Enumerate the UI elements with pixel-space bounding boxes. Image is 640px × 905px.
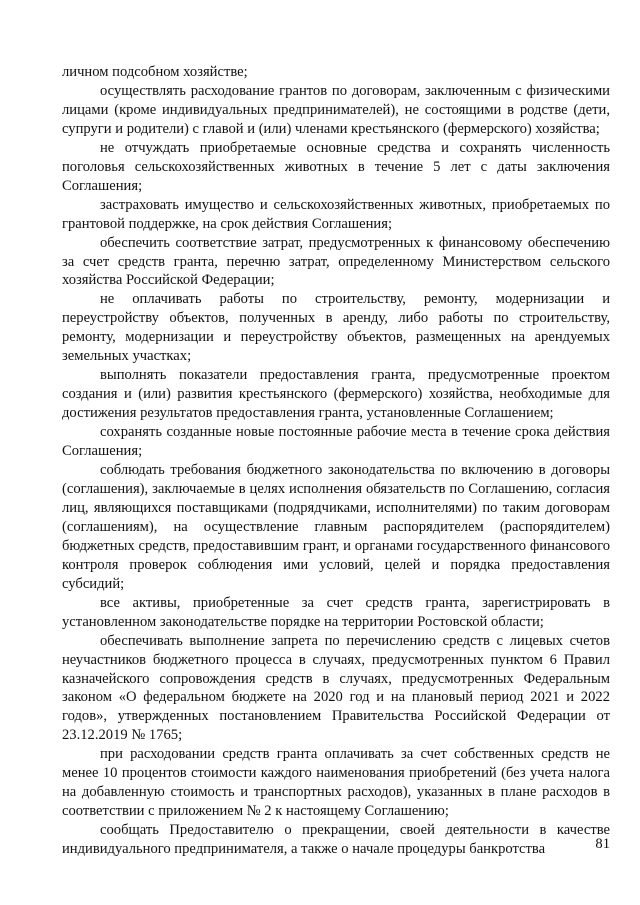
paragraph: личном подсобном хозяйстве; [62, 64, 248, 80]
paragraph: обеспечить соответствие затрат, предусмотренных к финансовому обеспечению за счет средств гранта, перечню затрат, определенному Министерством сельского хозяйства Российской Федерации; [62, 234, 610, 289]
paragraph: сообщать Предоставителю о прекращении, своей деятельности в качестве индивидуального предпринимателя, а также о начале процедуры банкротства [62, 822, 610, 858]
paragraph: обеспечивать выполнение запрета по перечислению средств с лицевых счетов неучастников бюджетного процесса в случаях, предусмотренных пунктом 6 Правил казначейского сопровождения средств в случаях, предусмотренных Федеральным законом «О федеральном бюджете на 2020 год и на плановый период 2021 и 2022 годов», утвержденных постановлением Правительства Российской Федерации от 23.12.2019 № 1765; [62, 632, 610, 744]
page-number: 81 [595, 836, 610, 852]
paragraph: осуществлять расходование грантов по договорам, заключенным с физическими лицами (кроме индивидуальных предпринимателей), не состоящими в родстве (дети, супруги и родители) с главой и (или) членами крестьянского (фермерского) хозяйства; [62, 82, 610, 137]
paragraph: застраховать имущество и сельскохозяйственных животных, приобретаемых по грантовой поддержке, на срок действия Соглашения; [62, 196, 610, 232]
paragraph: все активы, приобретенные за счет средств гранта, зарегистрировать в установленном законодательстве порядке на территории Ростовской области; [62, 594, 610, 630]
paragraph: соблюдать требования бюджетного законодательства по включению в договоры (соглашения), заключаемые в целях исполнения обязательств по Соглашению, согласия лиц, являющихся поставщиками (подрядчиками, исполнителями) по таким договорам (соглашениям), на осуществление главным распорядителем (распорядителем) бюджетных средств, предоставившим грант, и органами государственного финансового контроля проверок соблюдения ими условий, целей и порядка предоставления субсидий; [62, 462, 610, 592]
body-text [62, 63, 610, 859]
paragraph: при расходовании средств гранта оплачивать за счет собственных средств не менее 10 процентов стоимости каждого наименования приобретений (без учета налога на добавленную стоимость и транспортных расходов), указанных в плане расходов в соответствии с приложением № 2 к настоящему Соглашению; [62, 746, 610, 820]
paragraph: выполнять показатели предоставления гранта, предусмотренные проектом создания и (или) развития крестьянского (фермерского) хозяйства, необходимые для достижения результатов предоставления гранта, установленные Соглашением; [62, 367, 610, 422]
paragraph: не отчуждать приобретаемые основные средства и сохранять численность поголовья сельскохозяйственных животных в течение 5 лет с даты заключения Соглашения; [62, 139, 610, 194]
paragraph: сохранять созданные новые постоянные рабочие места в течение срока действия Соглашения; [62, 424, 610, 460]
paragraph: не оплачивать работы по строительству, ремонту, модернизации и переустройству объектов, полученных в аренду, либо работы по строительству, ремонту, модернизации и переустройству объектов, размещенных на арендуемых земельных участках; [62, 291, 610, 365]
